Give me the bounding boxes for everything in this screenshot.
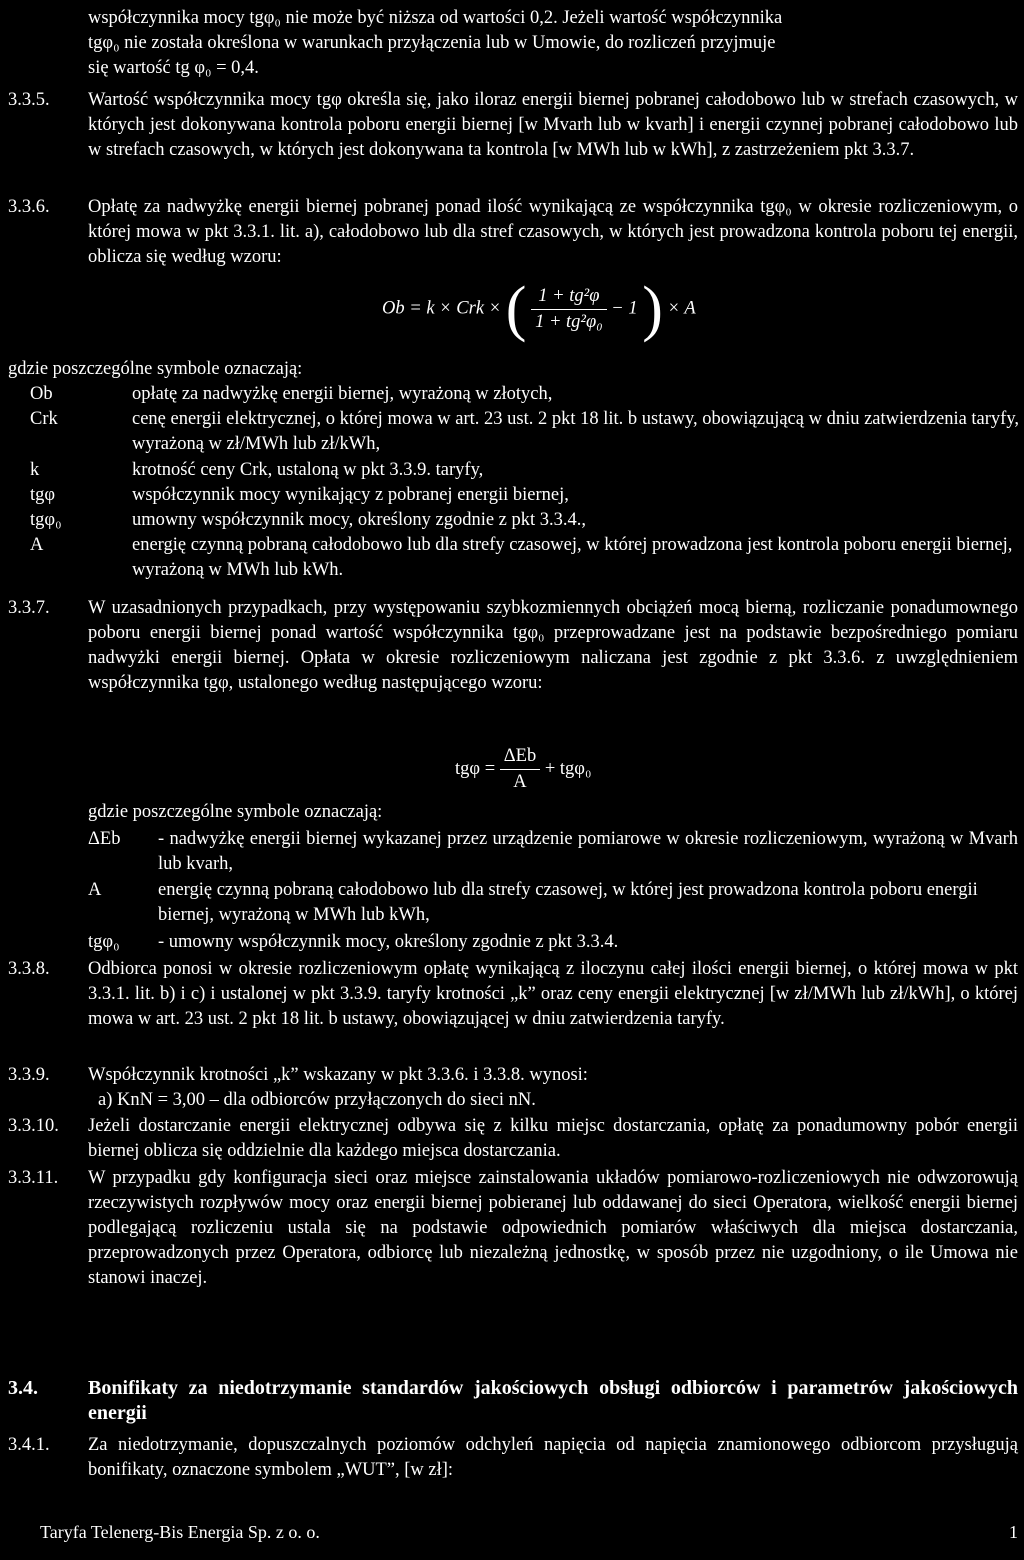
page-number: 1 xyxy=(1009,1522,1018,1542)
symbol-row xyxy=(30,533,1020,583)
symbol: A xyxy=(88,880,102,900)
paragraph-number: 3.3.6. xyxy=(8,197,50,217)
paragraph-number: 3.3.5. xyxy=(8,90,50,110)
paragraph-number: 3.3.9. xyxy=(8,1065,50,1085)
paragraph-number: 3.3.10. xyxy=(8,1116,59,1136)
formula-rhs: × A xyxy=(667,298,696,319)
symbol-description: krotność ceny Crk, ustaloną w pkt 3.3.9. taryfy, xyxy=(132,460,484,480)
symbols-intro-1: gdzie poszczególne symbole oznaczają: xyxy=(8,359,303,379)
formula-lhs: tgφ = xyxy=(455,758,496,779)
symbol-description: współczynnik mocy wynikający z pobranej energii biernej, xyxy=(132,485,569,505)
footer-title: Taryfa Telenerg-Bis Energia Sp. z o. o. xyxy=(40,1522,320,1542)
symbol-description: - umowny współczynnik mocy, określony zgodnie z pkt 3.3.4. xyxy=(158,932,619,952)
paragraph-number: 3.3.11. xyxy=(8,1168,59,1188)
symbol-row xyxy=(88,878,1018,928)
symbol: tgφ₀ xyxy=(30,510,62,530)
symbol-row xyxy=(30,458,1020,483)
symbol-row xyxy=(30,483,1020,508)
formula-minus: − 1 xyxy=(611,298,638,319)
fraction-denominator: A xyxy=(513,772,527,792)
symbol-row xyxy=(30,508,1020,533)
section-title: Bonifikaty za niedotrzymanie standardów jakościowych obsługi odbiorców i parametrów jakościowych energii xyxy=(88,1377,1018,1424)
paragraph-3-4-1 xyxy=(8,1433,1018,1483)
symbol: tgφ₀ xyxy=(88,932,120,952)
fraction-numerator: 1 + tg²φ xyxy=(531,284,607,310)
symbols-intro-2: gdzie poszczególne symbole oznaczają: xyxy=(88,802,383,822)
paragraph-3-3-5 xyxy=(8,88,1018,163)
continuation-line-1: współczynnika mocy tgφ₀ nie może być niższa od wartości 0,2. Jeżeli wartość współczynnika xyxy=(88,8,783,28)
symbol: k xyxy=(30,460,40,480)
paragraph-text: Za niedotrzymanie, dopuszczalnych poziomów odchyleń napięcia od napięcia znamionowego odbiorcom przysługują bonifikaty, oznaczone symbolem „WUT”, [w zł]: xyxy=(88,1435,1018,1480)
symbol-description: - nadwyżkę energii biernej wykazanej przez urządzenie pomiarowe w okresie rozliczeniowym, wyrażoną w Mvarh lub kvarh, xyxy=(158,829,1018,874)
formula-lhs: Ob = k × Crk × xyxy=(382,298,502,319)
symbol-row xyxy=(88,827,1018,877)
section-heading-3-4 xyxy=(8,1376,1018,1426)
right-paren: ) xyxy=(642,275,663,343)
symbol: A xyxy=(30,535,44,555)
symbol: ΔEb xyxy=(88,829,121,849)
paragraph-number: 3.4.1. xyxy=(8,1435,50,1455)
page-footer xyxy=(40,1520,1018,1545)
symbol-row xyxy=(88,930,1018,955)
symbol-description: opłatę za nadwyżkę energii biernej, wyrażoną w złotych, xyxy=(132,384,553,404)
paragraph-3-3-11 xyxy=(8,1166,1018,1291)
paragraph-text: W przypadku gdy konfiguracja sieci oraz miejsce zainstalowania układów pomiarowo-rozliczeniowych nie odwzorowują rzeczywistych rozpływów mocy oraz energii biernej pobieranej lub oddawanej do sieci Operatora, wielkość energii biernej podlegającą rozliczeniu ustala się na podstawie odpowiednich pomiarów właściwych dla miejsca dostarczania, przeprowadzonych przez Operatora, odbiorcę lub niezależną jednostkę, w sposób przez nie uzgodniony, o ile Umowa nie stanowi inaczej. xyxy=(88,1168,1018,1288)
paragraph-number: 3.3.8. xyxy=(8,959,50,979)
continuation-line-2: tgφ₀ nie została określona w warunkach przyłączenia lub w Umowie, do rozliczeń przyjmuje xyxy=(88,33,776,53)
paragraph-number: 3.3.7. xyxy=(8,598,50,618)
paragraph-text: W uzasadnionych przypadkach, przy występowaniu szybkozmiennych obciążeń mocą bierną, rozliczanie ponadumownego poboru energii biernej ponad wartość współczynnika tgφ₀ przeprowadzane jest na podstawie bezpośredniego pomiaru nadwyżki energii biernej. Opłata w okresie rozliczeniowym naliczana jest zgodnie z pkt 3.3.6. z uwzględnieniem współczynnika tgφ, ustalonego według następującego wzoru: xyxy=(88,598,1018,693)
paragraph-text: Opłatę za nadwyżkę energii biernej pobranej ponad ilość wynikającą ze współczynnika tgφ₀ w okresie rozliczeniowym, o której mowa w pkt 3.3.1. lit. a), całodobowo lub dla stref czasowych, w których jest prowadzona kontrola poboru tej energii, oblicza się według wzoru: xyxy=(88,197,1018,267)
paragraph-list-item: a) KnN = 3,00 – dla odbiorców przyłączonych do sieci nN. xyxy=(98,1090,536,1110)
formula-fraction xyxy=(531,284,607,335)
continuation-paragraph xyxy=(8,6,1018,81)
symbol-description: cenę energii elektrycznej, o której mowa w art. 23 ust. 2 pkt 18 lit. b ustawy, obowiązującą w dniu zatwierdzenia taryfy, wyrażoną w zł/MWh lub zł/kWh, xyxy=(132,409,1020,454)
symbol-description: energię czynną pobraną całodobowo lub dla strefy czasowej, w której jest prowadzona kontrola poboru energii biernej, wyrażoną w MWh lub kWh, xyxy=(158,880,978,925)
formula-tgphi xyxy=(455,744,591,795)
formula-ob xyxy=(382,275,696,343)
paragraph-text: Współczynnik krotności „k” wskazany w pkt 3.3.6. i 3.3.8. wynosi: xyxy=(88,1065,588,1085)
paragraph-3-3-9 xyxy=(8,1063,1018,1113)
symbol: Ob xyxy=(30,384,53,404)
paragraph-text: Wartość współczynnika mocy tgφ określa się, jako iloraz energii biernej pobranej całodobowo lub w strefach czasowych, w których jest dokonywana kontrola poboru energii biernej [w Mvarh lub w kvarh] i energii czynnej pobranej całodobowo lub w strefach czasowych, w których jest dokonywana ta kontrola [w MWh lub w kWh], z zastrzeżeniem pkt 3.3.7. xyxy=(88,90,1018,160)
paragraph-3-3-7 xyxy=(8,596,1018,696)
formula-rhs: + tgφ₀ xyxy=(544,758,592,779)
symbol-description: umowny współczynnik mocy, określony zgodnie z pkt 3.3.4., xyxy=(132,510,587,530)
fraction-numerator: ΔEb xyxy=(500,744,540,770)
paragraph-3-3-10 xyxy=(8,1114,1018,1164)
continuation-line-3: się wartość tg φ₀ = 0,4. xyxy=(88,58,259,78)
symbol-row xyxy=(30,407,1020,457)
paragraph-text: Odbiorca ponosi w okresie rozliczeniowym opłatę wynikającą z iloczynu całej ilości energii biernej, o której mowa w pkt 3.3.1. lit. b) i c) i ustalonej w pkt 3.3.9. taryfy krotności „k” oraz ceny energii elektrycznej [w zł/MWh lub zł/kWh], o której mowa w art. 23 ust. 2 pkt 18 lit. b ustawy, obowiązującej w dniu zatwierdzenia taryfy. xyxy=(88,959,1018,1029)
fraction-denominator: 1 + tg²φ₀ xyxy=(535,311,603,332)
symbol-description: energię czynną pobraną całodobowo lub dla strefy czasowej, w której prowadzona jest kontrola poboru energii biernej, wyrażoną w MWh lub kWh. xyxy=(132,535,1013,580)
left-paren: ( xyxy=(505,275,527,343)
paragraph-text: Jeżeli dostarczanie energii elektrycznej odbywa się z kilku miejsc dostarczania, opłatę za ponadumowny pobór energii biernej oblicza się oddzielnie dla każdego miejsca dostarczania. xyxy=(88,1116,1018,1161)
symbol: Crk xyxy=(30,409,58,429)
paragraph-3-3-6 xyxy=(8,195,1018,270)
paragraph-3-3-8 xyxy=(8,957,1018,1032)
symbol: tgφ xyxy=(30,485,56,505)
section-number: 3.4. xyxy=(8,1377,38,1399)
formula-fraction xyxy=(500,744,540,795)
symbol-row xyxy=(30,382,1020,407)
